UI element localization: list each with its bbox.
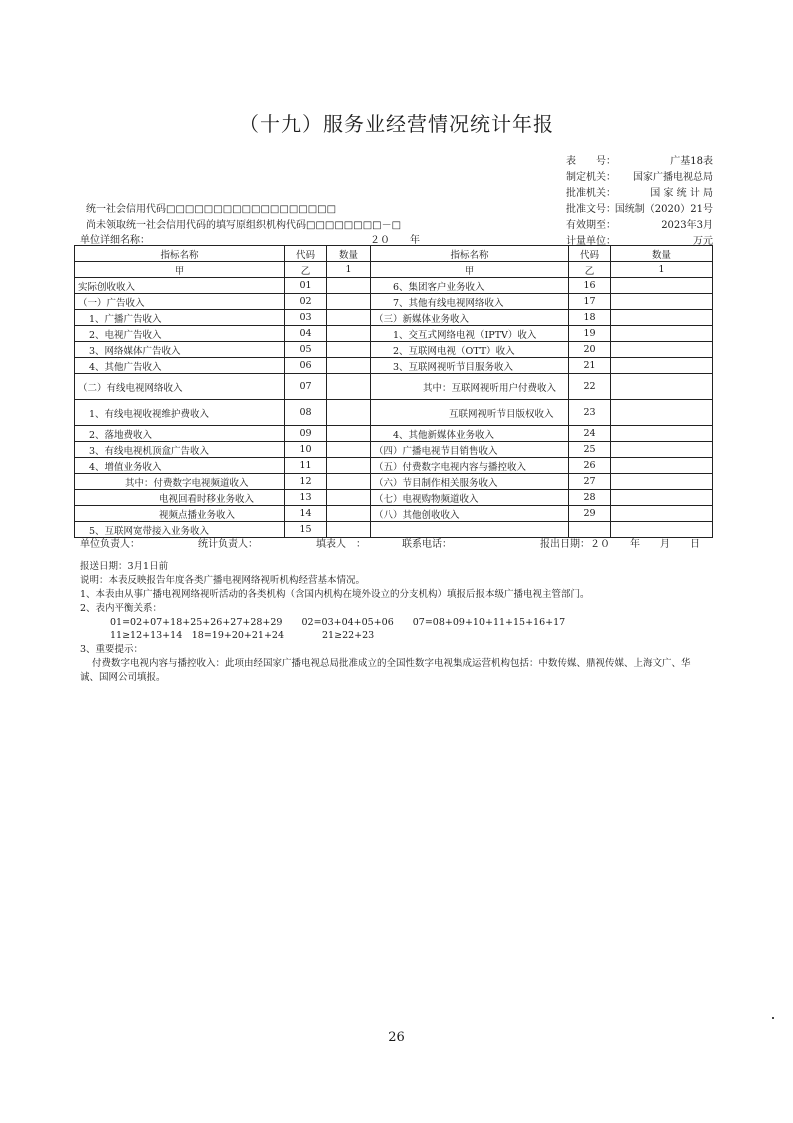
left-code: 07 bbox=[285, 374, 327, 400]
left-code: 14 bbox=[285, 506, 327, 522]
left-value-cell[interactable] bbox=[327, 506, 371, 522]
right-value-cell[interactable] bbox=[611, 278, 713, 294]
note-line: 3、重要提示： bbox=[80, 644, 144, 655]
right-code: 24 bbox=[569, 426, 611, 442]
note-line: 01=02+07+18+25+26+27+28+29 02=03+04+05+06 07=08+09+10+11+15+16+17 bbox=[110, 617, 566, 628]
left-code: 08 bbox=[285, 400, 327, 426]
meta-value: 广基18表 bbox=[670, 156, 713, 167]
meta-key: 批准机关： bbox=[566, 188, 616, 199]
meta-key: 有效期至： bbox=[566, 220, 616, 231]
left-value-cell[interactable] bbox=[327, 294, 371, 310]
table-row bbox=[75, 474, 713, 490]
right-code: 20 bbox=[569, 342, 611, 358]
right-value-cell[interactable] bbox=[611, 310, 713, 326]
meta-key: 计量单位： bbox=[566, 236, 616, 247]
unit-head-label: 单位负责人： bbox=[80, 539, 140, 550]
left-value-cell[interactable] bbox=[327, 358, 371, 374]
left-indicator-name: 实际创收收入 bbox=[75, 278, 285, 294]
note-line: 付费数字电视内容与播控收入：此项由经国家广播电视总局批准成立的全国性数字电视集成运营机构包括：中数传媒、鼎视传媒、上海文广、华 bbox=[92, 658, 691, 669]
note-line: 说明：本表反映报告年度各类广播电视网络视听机构经营基本情况。 bbox=[80, 575, 366, 586]
left-value-cell[interactable] bbox=[327, 458, 371, 474]
right-code: 27 bbox=[569, 474, 611, 490]
right-code: 28 bbox=[569, 490, 611, 506]
page-title: （十九）服务业经营情况统计年报 bbox=[239, 112, 554, 136]
table-row bbox=[75, 442, 713, 458]
right-indicator-name: 4、其他新媒体业务收入 bbox=[371, 426, 569, 442]
phone-label: 联系电话： bbox=[402, 539, 452, 550]
meta-key: 制定机关： bbox=[566, 172, 616, 183]
header-name: 指标名称 bbox=[371, 246, 569, 262]
right-value-cell[interactable] bbox=[611, 458, 713, 474]
left-code: 06 bbox=[285, 358, 327, 374]
right-indicator-name: （六）节目制作相关服务收入 bbox=[371, 474, 569, 490]
right-value-cell[interactable] bbox=[611, 294, 713, 310]
note-line: 11≥12+13+14 18=19+20+21+24 21≥22+23 bbox=[110, 630, 375, 641]
left-value-cell[interactable] bbox=[327, 442, 371, 458]
table-row bbox=[75, 506, 713, 522]
left-value-cell[interactable] bbox=[327, 400, 371, 426]
left-indicator-name: 电视回看时移业务收入 bbox=[75, 490, 285, 506]
right-value-cell[interactable] bbox=[611, 426, 713, 442]
left-code: 02 bbox=[285, 294, 327, 310]
statistics-table bbox=[74, 245, 713, 538]
left-indicator-name: 1、有线电视收视维护费收入 bbox=[75, 400, 285, 426]
table-row bbox=[75, 278, 713, 294]
meta-value: 国家广播电视总局 bbox=[633, 172, 713, 183]
left-indicator-name: 1、广播广告收入 bbox=[75, 310, 285, 326]
table-row bbox=[75, 310, 713, 326]
meta-key: 批准文号： bbox=[566, 204, 616, 215]
right-code: 18 bbox=[569, 310, 611, 326]
filler-label: 填表人 ： bbox=[316, 539, 366, 550]
left-indicator-name: 3、网络媒体广告收入 bbox=[75, 342, 285, 358]
left-value-cell[interactable] bbox=[327, 490, 371, 506]
year-label: ２０ 年 bbox=[370, 235, 420, 246]
left-indicator-name: 3、有线电视机顶盒广告收入 bbox=[75, 442, 285, 458]
right-code: 21 bbox=[569, 358, 611, 374]
subheader-value: 1 bbox=[327, 262, 371, 278]
page-mark bbox=[772, 1017, 774, 1019]
table-row bbox=[75, 400, 713, 426]
right-indicator-name: （三）新媒体业务收入 bbox=[371, 310, 569, 326]
left-value-cell[interactable] bbox=[327, 342, 371, 358]
table-row bbox=[75, 490, 713, 506]
right-indicator-name: 6、集团客户业务收入 bbox=[371, 278, 569, 294]
right-value-cell[interactable] bbox=[611, 442, 713, 458]
left-code: 13 bbox=[285, 490, 327, 506]
right-indicator-name: 3、互联网视听节目服务收入 bbox=[371, 358, 569, 374]
note-line: 报送日期：3月1日前 bbox=[80, 561, 169, 572]
meta-key: 表 号： bbox=[566, 156, 616, 167]
right-indicator-name: 互联网视听节目版权收入 bbox=[371, 400, 569, 426]
right-code: 26 bbox=[569, 458, 611, 474]
left-indicator-name: 其中：付费数字电视频道收入 bbox=[75, 474, 285, 490]
meta-value: 2023年3月 bbox=[661, 220, 713, 231]
right-indicator-name bbox=[371, 522, 569, 538]
left-code: 10 bbox=[285, 442, 327, 458]
unit-name-label: 单位详细名称： bbox=[80, 235, 150, 246]
right-indicator-name: （八）其他创收收入 bbox=[371, 506, 569, 522]
note-line: 2、表内平衡关系： bbox=[80, 603, 163, 614]
subheader-code: 乙 bbox=[569, 262, 611, 278]
subheader-code: 乙 bbox=[285, 262, 327, 278]
left-code: 09 bbox=[285, 426, 327, 442]
right-indicator-name: 其中：互联网视听用户付费收入 bbox=[371, 374, 569, 400]
left-value-cell[interactable] bbox=[327, 310, 371, 326]
right-value-cell[interactable] bbox=[611, 506, 713, 522]
left-code: 12 bbox=[285, 474, 327, 490]
note-line: 诚、国网公司填报。 bbox=[80, 672, 166, 683]
left-indicator-name: （一）广告收入 bbox=[75, 294, 285, 310]
credit-code-line: 统一社会信用代码□□□□□□□□□□□□□□□□□□ bbox=[86, 204, 337, 215]
right-value-cell[interactable] bbox=[611, 490, 713, 506]
header-value: 数量 bbox=[327, 246, 371, 262]
right-indicator-name: 2、互联网电视（OTT）收入 bbox=[371, 342, 569, 358]
report-date-label: 报出日期：２０ 年 月 日 bbox=[540, 539, 700, 550]
stat-head-label: 统计负责人： bbox=[198, 539, 258, 550]
right-indicator-name: （七）电视购物频道收入 bbox=[371, 490, 569, 506]
left-code: 11 bbox=[285, 458, 327, 474]
page-number: 26 bbox=[388, 1030, 405, 1045]
table-subheader-row bbox=[75, 262, 713, 278]
org-code-line: 尚未领取统一社会信用代码的填写原组织机构代码□□□□□□□□－□ bbox=[86, 220, 402, 231]
table-row bbox=[75, 374, 713, 400]
right-value-cell[interactable] bbox=[611, 358, 713, 374]
table-row bbox=[75, 458, 713, 474]
left-code: 15 bbox=[285, 522, 327, 538]
left-indicator-name: 5、互联网宽带接入业务收入 bbox=[75, 522, 285, 538]
header-code: 代码 bbox=[285, 246, 327, 262]
right-code: 23 bbox=[569, 400, 611, 426]
left-value-cell[interactable] bbox=[327, 374, 371, 400]
left-indicator-name: 4、其他广告收入 bbox=[75, 358, 285, 374]
right-value-cell[interactable] bbox=[611, 326, 713, 342]
header-code: 代码 bbox=[569, 246, 611, 262]
header-value: 数量 bbox=[611, 246, 713, 262]
right-code: 22 bbox=[569, 374, 611, 400]
left-code: 04 bbox=[285, 326, 327, 342]
table-header-row bbox=[75, 246, 713, 262]
left-value-cell[interactable] bbox=[327, 278, 371, 294]
right-code: 25 bbox=[569, 442, 611, 458]
left-indicator-name: 2、电视广告收入 bbox=[75, 326, 285, 342]
left-code: 05 bbox=[285, 342, 327, 358]
table-row bbox=[75, 326, 713, 342]
note-line: 1、本表由从事广播电视网络视听活动的各类机构（含国内机构在境外设立的分支机构）填报后报本级广播电视主管部门。 bbox=[80, 589, 590, 600]
subheader-name: 甲 bbox=[75, 262, 285, 278]
left-indicator-name: （二）有线电视网络收入 bbox=[75, 374, 285, 400]
right-code: 17 bbox=[569, 294, 611, 310]
right-value-cell[interactable] bbox=[611, 474, 713, 490]
table-row bbox=[75, 342, 713, 358]
left-indicator-name: 视频点播业务收入 bbox=[75, 506, 285, 522]
right-value-cell[interactable] bbox=[611, 400, 713, 426]
right-value-cell[interactable] bbox=[611, 374, 713, 400]
left-code: 01 bbox=[285, 278, 327, 294]
right-indicator-name: 1、交互式网络电视（IPTV）收入 bbox=[371, 326, 569, 342]
table-row bbox=[75, 426, 713, 442]
left-value-cell[interactable] bbox=[327, 326, 371, 342]
left-indicator-name: 4、增值业务收入 bbox=[75, 458, 285, 474]
subheader-value: 1 bbox=[611, 262, 713, 278]
right-code: 19 bbox=[569, 326, 611, 342]
left-value-cell[interactable] bbox=[327, 426, 371, 442]
left-code: 03 bbox=[285, 310, 327, 326]
meta-value: 国统制（2020）21号 bbox=[614, 204, 713, 215]
meta-value: 万元 bbox=[693, 236, 713, 247]
left-value-cell[interactable] bbox=[327, 474, 371, 490]
table-row bbox=[75, 294, 713, 310]
subheader-name: 甲 bbox=[371, 262, 569, 278]
right-code: 29 bbox=[569, 506, 611, 522]
left-indicator-name: 2、落地费收入 bbox=[75, 426, 285, 442]
right-value-cell[interactable] bbox=[611, 342, 713, 358]
right-indicator-name: 7、其他有线电视网络收入 bbox=[371, 294, 569, 310]
right-indicator-name: （五）付费数字电视内容与播控收入 bbox=[371, 458, 569, 474]
header-name: 指标名称 bbox=[75, 246, 285, 262]
meta-value: 国 家 统 计 局 bbox=[650, 188, 713, 199]
right-indicator-name: （四）广播电视节目销售收入 bbox=[371, 442, 569, 458]
right-code: 16 bbox=[569, 278, 611, 294]
table-row bbox=[75, 358, 713, 374]
